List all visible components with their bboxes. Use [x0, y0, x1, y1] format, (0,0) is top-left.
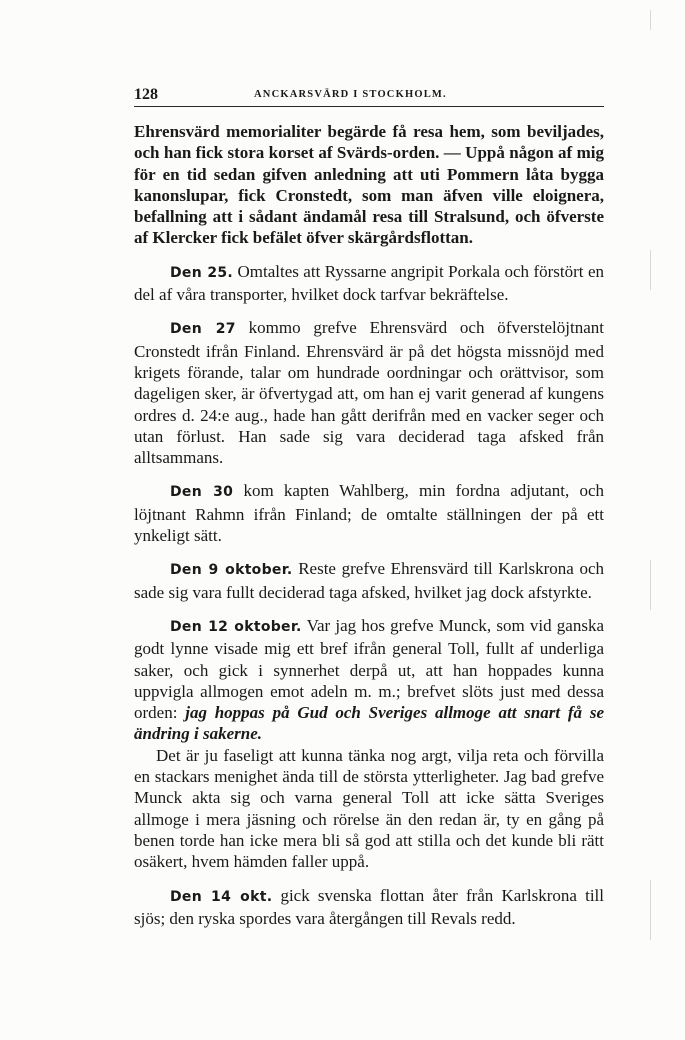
paragraph-continued: [134, 121, 604, 249]
paragraph-commentary: [134, 745, 604, 873]
margin-rule: [650, 560, 651, 610]
paragraph-text: Ehrensvärd memorialiter begärde få resa hem, som beviljades, och han fick stora korset af Svärds-orden. — Uppå någon af mig för en tid sedan gifven anledning att uti Pommern låta bygga kanonslupar, fick Cronstedt, som man äfven ville eloignera, befallning att i sådant ändamål resa till Stralsund, och öfverste af Klercker fick befälet öfver skärgårdsflottan.: [134, 122, 604, 248]
page-number: 128: [134, 86, 158, 103]
paragraph-text: Det är ju faseligt att kunna tänka nog argt, vilja reta och förvilla en stackars menighet ända till de största ytterligheter. Jag bad grefve Munck akta sig och varna general Toll att icke sätta Sveriges allmoge i mera jäsning och rörelse än den redan är, ty en gång på benen torde han icke mera bli så god att stilla och det kunde bli rätt osäkert, hvem hämden faller uppå.: [134, 745, 604, 872]
margin-rule: [650, 10, 651, 30]
running-head: ANCKARSVÄRD I STOCKHOLM.: [254, 89, 447, 100]
entry-text: kommo grefve Ehrensvärd och öfverstelöjtnant Cronstedt ifrån Finland. Ehrensvärd är på det högsta missnöjd med krigets förande, talar om hundrade oordningar och orättvisor, som dageligen sker, är öfvertygad att, om han ej varit generad af kungens ordres d. 24:e aug., hade han gått derifrån med en vacker seger och utan förlust. Han sade sig vara deciderad taga afsked från alltsammans.: [134, 318, 604, 468]
book-page: [134, 86, 604, 929]
entry-date: Den 30: [170, 484, 234, 501]
margin-rule: [650, 250, 651, 290]
diary-entry-27: [134, 317, 604, 468]
entry-text: kom kapten Wahlberg, min fordna adjutant, och löjtnant Rahmn ifrån Finland; de omtalte ställningen der på ett ynkeligt sätt.: [134, 481, 604, 546]
entry-date: Den 12 oktober.: [170, 618, 302, 635]
diary-entry-30: [134, 480, 604, 546]
entry-date: Den 14 okt.: [170, 888, 273, 905]
entry-date: Den 25.: [170, 264, 234, 281]
diary-entry-14-okt: [134, 885, 604, 930]
entry-text: Omtaltes att Ryssarne angripit Porkala och förstört en del af våra transporter, hvilket dock tarfvar bekräftelse.: [134, 261, 604, 305]
diary-entry-9-oktober: [134, 558, 604, 603]
page-header: [134, 86, 604, 107]
entry-text: Reste grefve Ehrensvärd till Karlskrona och sade sig vara fullt deciderad taga afsked, hvilket jag dock afstyrkte.: [134, 559, 605, 602]
entry-text: Var jag hos grefve Munck, som vid ganska godt lynne visade mig ett bref ifrån general Toll, fullt af underliga saker, och gick i synnerhet derpå ut, att han hoppades kunna uppvigla allmogen emot adeln m. m.; brefvet slöts just med dessa orden:: [134, 615, 604, 723]
entry-date: Den 27: [170, 321, 236, 338]
diary-entry-25: [134, 261, 604, 306]
margin-rule: [650, 880, 651, 940]
entry-text: gick svenska flottan åter från Karlskrona till sjös; den ryska spordes vara återgången till Revals redd.: [134, 885, 604, 928]
entry-date: Den 9 oktober.: [170, 562, 293, 579]
letter-quote: jag hoppas på Gud och Sveriges allmoge att snart få se ändring i sakerne.: [134, 703, 604, 744]
diary-entry-12-oktober: [134, 615, 604, 745]
